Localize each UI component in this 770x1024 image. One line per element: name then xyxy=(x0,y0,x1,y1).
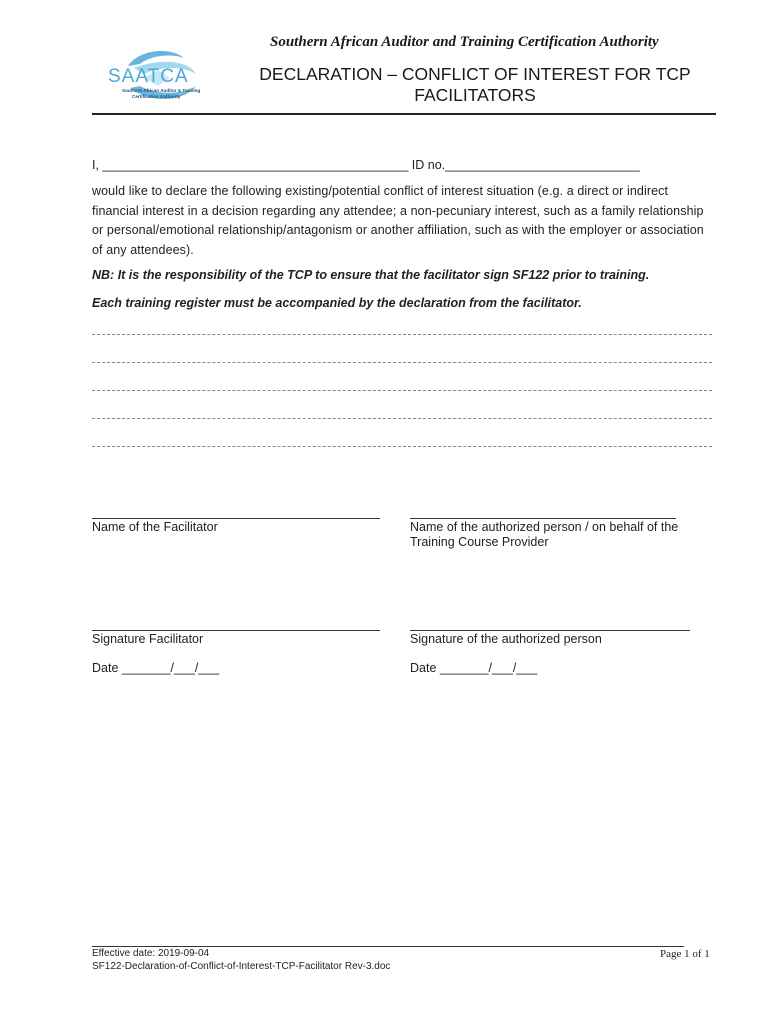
facilitator-signature-line[interactable] xyxy=(92,630,380,631)
page-number: Page 1 of 1 xyxy=(660,948,710,960)
name-and-id-field[interactable]: I, ____________________________________________ ID no.____________________________ xyxy=(92,158,640,172)
declaration-answer-line-4[interactable] xyxy=(92,418,712,419)
facilitator-name-line[interactable] xyxy=(92,518,380,519)
effective-date: Effective date: 2019-09-04 xyxy=(92,948,210,959)
declaration-paragraph xyxy=(92,182,714,260)
document-title xyxy=(230,64,720,106)
authorized-signature-label: Signature of the authorized person xyxy=(410,632,602,646)
authorized-date-field[interactable]: Date _______/___/___ xyxy=(410,661,538,675)
header-divider xyxy=(92,113,716,115)
declaration-lead: would like to declare the following existing/potential conflict of interest situation xyxy=(92,184,535,198)
organization-name: Southern African Auditor and Training Certification Authority xyxy=(270,34,659,50)
facilitator-signature-label: Signature Facilitator xyxy=(92,632,204,646)
declaration-answer-line-3[interactable] xyxy=(92,390,712,391)
logo-wordmark: SAATCA xyxy=(108,66,189,87)
authorized-name-line[interactable] xyxy=(410,518,676,519)
document-title-line-2: FACILITATORS xyxy=(414,85,536,105)
facilitator-name-label: Name of the Facilitator xyxy=(92,520,218,534)
svg-text:Southern African Auditor & Tra: Southern African Auditor & Training xyxy=(122,88,201,93)
declaration-answer-line-5[interactable] xyxy=(92,446,712,447)
declaration-answer-line-1[interactable] xyxy=(92,334,712,335)
footer-divider xyxy=(92,946,684,947)
nb-note-responsibility: NB: It is the responsibility of the TCP to ensure that the facilitator sign SF122 prior to training. xyxy=(92,268,650,282)
declaration-examples: (e.g. a direct or indirect financial interest in a decision regarding any attendee; a non-pecuniary interest, such as a family relationship or personal/emotional relationship/antagonism or another affiliation, such as with the employer or association of any attendees). xyxy=(92,184,704,257)
authorized-signature-line[interactable] xyxy=(410,630,690,631)
svg-text:Certification Authority: Certification Authority xyxy=(132,94,181,99)
document-footer xyxy=(92,948,390,973)
document-filename: SF122-Declaration-of-Conflict-of-Interest-TCP-Facilitator Rev-3.doc xyxy=(92,960,391,972)
facilitator-date-field[interactable]: Date _______/___/___ xyxy=(92,661,220,675)
nb-note-register: Each training register must be accompanied by the declaration from the facilitator. xyxy=(92,296,582,310)
declaration-answer-line-2[interactable] xyxy=(92,362,712,363)
saatca-logo xyxy=(100,48,210,106)
saatca-logo-graphic xyxy=(100,48,210,106)
authorized-name-label: Name of the authorized person / on behalf of the Training Course Provider xyxy=(410,520,679,549)
document-title-line-1: DECLARATION – CONFLICT OF INTEREST FOR TCP xyxy=(259,64,691,84)
